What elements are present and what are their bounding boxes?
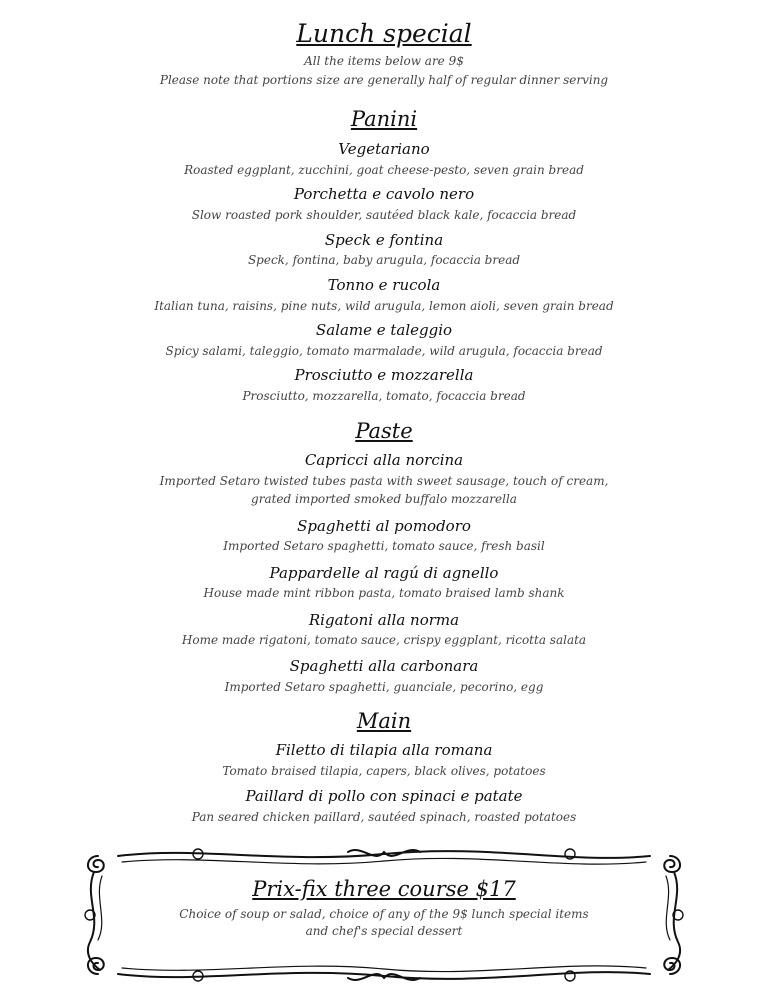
prix-fixe-description-continued: and chef's special dessert bbox=[305, 924, 463, 938]
dish-name: Filetto di tilapia alla romana bbox=[275, 741, 493, 759]
prix-fixe-title: Prix-fix three course $17 bbox=[252, 877, 516, 901]
dish-description: Imported Setaro spaghetti, guanciale, pecorino, egg bbox=[224, 680, 544, 694]
dish-description: Italian tuna, raisins, pine nuts, wild arugula, lemon aioli, seven grain bread bbox=[154, 299, 614, 313]
dish-name: Speck e fontina bbox=[324, 231, 444, 249]
dish-name: Spaghetti alla carbonara bbox=[289, 657, 479, 675]
dish-name: Paillard di pollo con spinaci e patate bbox=[245, 787, 523, 805]
prix-fixe-description: Choice of soup or salad, choice of any of the 9$ lunch special items bbox=[179, 907, 589, 921]
dish-description: House made mint ribbon pasta, tomato braised lamb shank bbox=[203, 586, 565, 600]
dish-name: Salame e taleggio bbox=[315, 321, 453, 339]
section-title-panini: Panini bbox=[350, 107, 418, 131]
menu-title: Lunch special bbox=[296, 19, 472, 48]
dish-name: Vegetariano bbox=[338, 140, 430, 158]
dish-description: Imported Setaro twisted tubes pasta with sweet sausage, touch of cream, bbox=[159, 474, 609, 488]
dish-name: Tonno e rucola bbox=[327, 276, 441, 294]
dish-description: Spicy salami, taleggio, tomato marmalade, wild arugula, focaccia bread bbox=[165, 344, 603, 358]
section-title-main: Main bbox=[356, 709, 412, 733]
dish-description-continued: grated imported smoked buffalo mozzarella bbox=[251, 492, 517, 506]
dish-name: Rigatoni alla norma bbox=[308, 611, 460, 629]
dish-description: Home made rigatoni, tomato sauce, crispy eggplant, ricotta salata bbox=[181, 633, 587, 647]
price-note: All the items below are 9$ bbox=[304, 54, 464, 68]
dish-name: Prosciutto e mozzarella bbox=[294, 366, 474, 384]
dish-description: Slow roasted pork shoulder, sautéed black kale, focaccia bread bbox=[191, 208, 577, 222]
dish-name: Pappardelle al ragú di agnello bbox=[269, 564, 499, 582]
dish-description: Pan seared chicken paillard, sautéed spinach, roasted potatoes bbox=[191, 810, 577, 824]
dish-name: Capricci alla norcina bbox=[304, 451, 464, 469]
dish-name: Spaghetti al pomodoro bbox=[297, 517, 471, 535]
dish-name: Porchetta e cavolo nero bbox=[293, 185, 475, 203]
dish-description: Prosciutto, mozzarella, tomato, focaccia bread bbox=[242, 389, 526, 403]
dish-description: Roasted eggplant, zucchini, goat cheese-pesto, seven grain bread bbox=[184, 163, 584, 177]
section-title-paste: Paste bbox=[355, 419, 413, 443]
portion-note: Please note that portions size are generally half of regular dinner serving bbox=[159, 73, 609, 87]
dish-description: Imported Setaro spaghetti, tomato sauce, fresh basil bbox=[223, 539, 545, 553]
dish-description: Tomato braised tilapia, capers, black olives, potatoes bbox=[222, 764, 546, 778]
dish-description: Speck, fontina, baby arugula, focaccia bread bbox=[247, 253, 521, 267]
